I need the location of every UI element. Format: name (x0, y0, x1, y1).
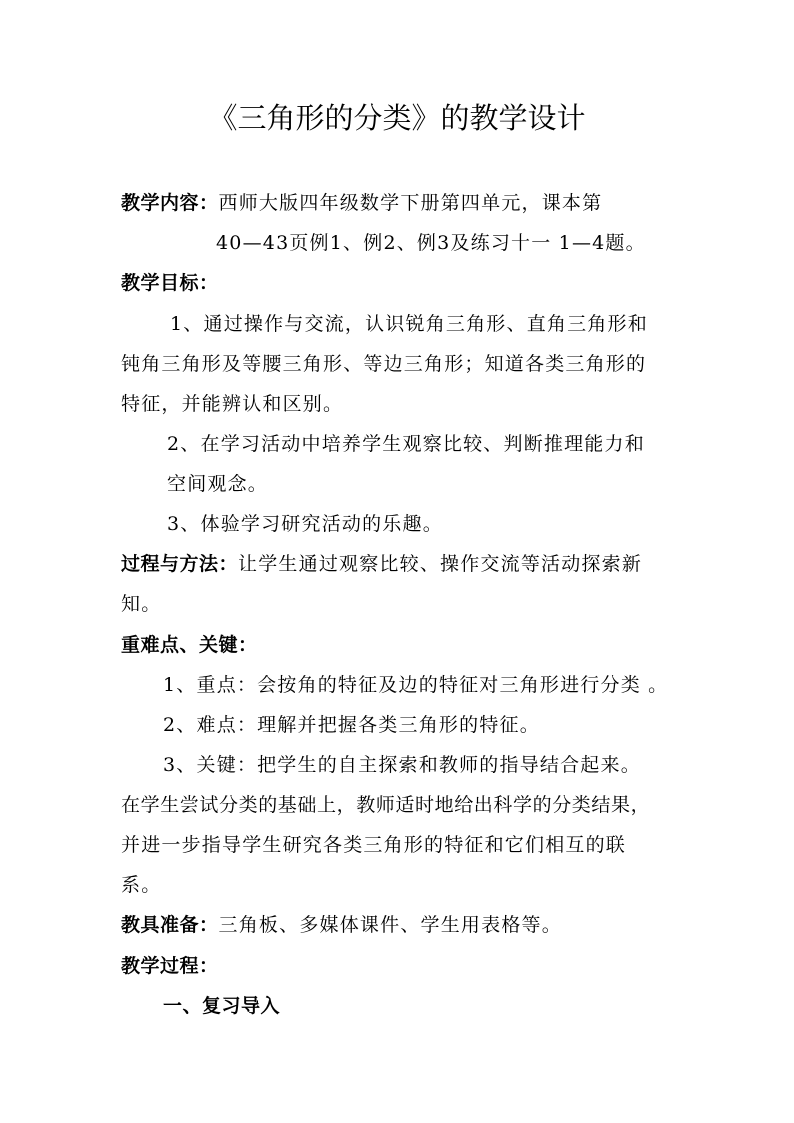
document-title: 《三角形的分类》的教学设计 (208, 101, 586, 135)
process-method-label: 过程与方法： (121, 553, 239, 575)
key-point-item-3-line-2: 在学生尝试分类的基础上，教师适时地给出科学的分类结果， (121, 794, 651, 816)
key-point-item-3-line-1: 3、关键：把学生的自主探索和教师的指导结合起来。 (163, 754, 641, 776)
content-label: 教学内容： (121, 192, 219, 214)
teaching-process-label: 教学过程： (121, 955, 219, 977)
tools-line (121, 913, 562, 937)
goal-item-1-line-2: 钝角三角形及等腰三角形、等边三角形；知道各类三角形的 (121, 353, 647, 375)
process-method-line-1 (121, 552, 642, 576)
goal-item-2-line-2: 空间观念。 (167, 473, 269, 495)
teaching-process-section-1: 一、复习导入 (163, 995, 281, 1017)
key-point-item-3-line-4: 系。 (121, 874, 162, 896)
key-point-item-3-line-3: 并进一步指导学生研究各类三角形的特征和它们相互的联 (121, 834, 627, 856)
goals-label: 教学目标： (121, 272, 219, 294)
goal-item-1-line-3: 特征，并能辨认和区别。 (121, 393, 344, 415)
tools-label: 教具准备： (121, 914, 219, 936)
goal-item-2-line-1: 2、在学习活动中培养学生观察比较、判断推理能力和 (167, 433, 645, 455)
process-method-text-2: 知。 (121, 593, 162, 615)
goal-item-3: 3、体验学习研究活动的乐趣。 (167, 513, 443, 535)
content-text-1: 西师大版四年级数学下册第四单元，课本第 (218, 192, 603, 214)
tools-text: 三角板、多媒体课件、学生用表格等。 (218, 914, 562, 936)
key-points-label: 重难点、关键： (121, 634, 258, 656)
content-line-1 (121, 191, 602, 215)
key-point-item-1: 1、重点：会按角的特征及边的特征对三角形进行分类 。 (163, 674, 669, 696)
key-point-item-2: 2、难点：理解并把握各类三角形的特征。 (163, 714, 540, 736)
content-text-2: 40—43页例1、例2、例3及练习十一 1—4题。 (216, 232, 646, 254)
process-method-text-1: 让学生通过观察比较、操作交流等活动探索新 (238, 553, 643, 575)
goal-item-1-line-1: 1、通过操作与交流，认识锐角三角形、直角三角形和 (170, 313, 648, 335)
